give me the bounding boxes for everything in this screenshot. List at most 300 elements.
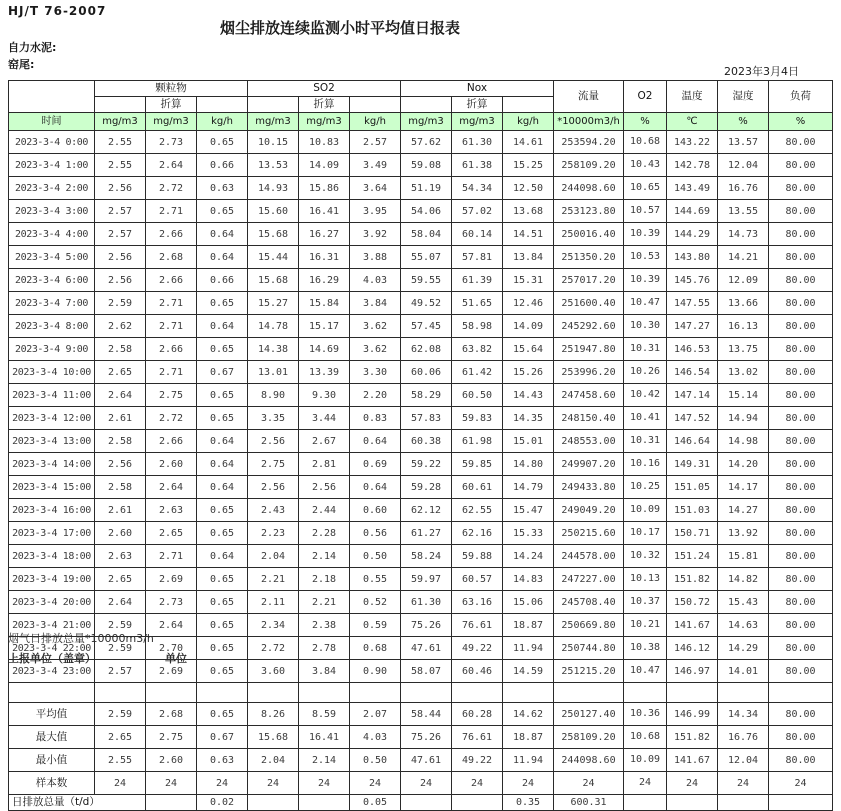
value-cell: 12.46 [503, 292, 554, 315]
summary-value-cell: 24 [248, 772, 299, 795]
value-cell: 59.28 [401, 476, 452, 499]
value-cell: 248553.00 [554, 430, 624, 453]
value-cell: 80.00 [769, 476, 833, 499]
value-cell: 2.75 [146, 384, 197, 407]
summary-value-cell: 58.44 [401, 703, 452, 726]
value-cell: 2.65 [95, 361, 146, 384]
summary-value-cell: 258109.20 [554, 726, 624, 749]
value-cell: 10.32 [624, 545, 667, 568]
value-cell: 2.63 [95, 545, 146, 568]
value-cell: 2.56 [95, 246, 146, 269]
summary-label-cell: 样本数 [9, 772, 95, 795]
unit-header-cell: mg/m3 [95, 113, 146, 131]
value-cell: 2.59 [95, 292, 146, 315]
value-cell: 60.38 [401, 430, 452, 453]
value-cell: 0.83 [350, 407, 401, 430]
summary-row [9, 726, 833, 749]
value-cell: 141.67 [667, 614, 718, 637]
value-cell: 253123.80 [554, 200, 624, 223]
group-header-row [9, 81, 833, 97]
daily-total-value-cell [299, 795, 350, 811]
unit-header-cell: *10000m3/h [554, 113, 624, 131]
value-cell: 10.47 [624, 292, 667, 315]
value-cell: 2.28 [299, 522, 350, 545]
value-cell: 13.75 [718, 338, 769, 361]
value-cell: 150.71 [667, 522, 718, 545]
value-cell: 142.78 [667, 154, 718, 177]
time-cell: 2023-3-4 22:00 [9, 637, 95, 660]
value-cell: 0.66 [197, 269, 248, 292]
value-cell: 16.41 [299, 200, 350, 223]
summary-value-cell: 24 [401, 772, 452, 795]
value-cell: 0.65 [197, 660, 248, 683]
empty-subheader [95, 97, 146, 113]
summary-value-cell: 4.03 [350, 726, 401, 749]
unit-label: 单位 [165, 652, 187, 665]
summary-value-cell: 14.62 [503, 703, 554, 726]
time-cell: 2023-3-4 13:00 [9, 430, 95, 453]
summary-value-cell: 24 [503, 772, 554, 795]
value-cell: 16.29 [299, 269, 350, 292]
value-cell: 3.44 [299, 407, 350, 430]
value-cell: 3.92 [350, 223, 401, 246]
value-cell: 75.26 [401, 614, 452, 637]
value-cell: 2.67 [299, 430, 350, 453]
value-cell: 15.14 [718, 384, 769, 407]
unit-header-cell: mg/m3 [299, 113, 350, 131]
value-cell: 2.71 [146, 315, 197, 338]
value-cell: 2.60 [95, 522, 146, 545]
value-cell: 2.71 [146, 361, 197, 384]
time-cell: 2023-3-4 15:00 [9, 476, 95, 499]
value-cell: 2.71 [146, 545, 197, 568]
value-cell: 2.14 [299, 545, 350, 568]
converted-label-nox: 折算 [452, 97, 503, 113]
value-cell: 10.26 [624, 361, 667, 384]
summary-value-cell: 2.60 [146, 749, 197, 772]
value-cell: 10.39 [624, 269, 667, 292]
time-header-spacer [9, 81, 95, 113]
daily-total-label-cell: 日排放总量（t/d） [9, 795, 146, 811]
value-cell: 2.55 [95, 131, 146, 154]
summary-value-cell: 75.26 [401, 726, 452, 749]
value-cell: 0.65 [197, 338, 248, 361]
summary-value-cell: 2.59 [95, 703, 146, 726]
value-cell: 13.02 [718, 361, 769, 384]
time-cell: 2023-3-4 6:00 [9, 269, 95, 292]
value-cell: 13.66 [718, 292, 769, 315]
summary-value-cell: 24 [197, 772, 248, 795]
value-cell: 2.60 [146, 453, 197, 476]
daily-total-value-cell [667, 795, 718, 811]
value-cell: 2.55 [95, 154, 146, 177]
value-cell: 80.00 [769, 430, 833, 453]
value-cell: 61.98 [452, 430, 503, 453]
value-cell: 15.27 [248, 292, 299, 315]
value-cell: 2.69 [146, 660, 197, 683]
value-cell: 14.09 [503, 315, 554, 338]
col-header-humidity: 湿度 [718, 81, 769, 113]
report-date: 2023年3月4日 [724, 65, 799, 78]
value-cell: 0.64 [197, 246, 248, 269]
value-cell: 62.16 [452, 522, 503, 545]
value-cell: 146.64 [667, 430, 718, 453]
value-cell: 249433.80 [554, 476, 624, 499]
value-cell: 250669.80 [554, 614, 624, 637]
summary-value-cell: 60.28 [452, 703, 503, 726]
value-cell: 14.35 [503, 407, 554, 430]
value-cell: 3.60 [248, 660, 299, 683]
value-cell: 63.82 [452, 338, 503, 361]
summary-value-cell: 80.00 [769, 749, 833, 772]
value-cell: 15.44 [248, 246, 299, 269]
value-cell: 4.03 [350, 269, 401, 292]
value-cell: 2.58 [95, 338, 146, 361]
value-cell: 15.84 [299, 292, 350, 315]
value-cell: 10.65 [624, 177, 667, 200]
spacer-row [9, 683, 833, 703]
units-header-row [9, 113, 833, 131]
summary-value-cell: 10.68 [624, 726, 667, 749]
value-cell: 151.03 [667, 499, 718, 522]
value-cell: 55.07 [401, 246, 452, 269]
value-cell: 245708.40 [554, 591, 624, 614]
value-cell: 250744.80 [554, 637, 624, 660]
group-header-so2: SO2 [248, 81, 401, 97]
value-cell: 2.73 [146, 131, 197, 154]
value-cell: 59.83 [452, 407, 503, 430]
value-cell: 15.68 [248, 269, 299, 292]
value-cell: 2.04 [248, 545, 299, 568]
empty-subheader [503, 97, 554, 113]
value-cell: 16.27 [299, 223, 350, 246]
value-cell: 60.57 [452, 568, 503, 591]
summary-value-cell: 18.87 [503, 726, 554, 749]
hourly-data-row [9, 568, 833, 591]
value-cell: 0.65 [197, 200, 248, 223]
value-cell: 146.53 [667, 338, 718, 361]
value-cell: 251947.80 [554, 338, 624, 361]
hourly-data-row [9, 223, 833, 246]
summary-value-cell: 2.04 [248, 749, 299, 772]
value-cell: 12.04 [718, 154, 769, 177]
summary-value-cell: 24 [718, 772, 769, 795]
flue-gas-total-note: 烟气日排放总量*10000m3/h [8, 632, 154, 645]
summary-value-cell: 47.61 [401, 749, 452, 772]
summary-value-cell: 244098.60 [554, 749, 624, 772]
value-cell: 14.38 [248, 338, 299, 361]
value-cell: 253996.20 [554, 361, 624, 384]
value-cell: 244578.00 [554, 545, 624, 568]
value-cell: 145.76 [667, 269, 718, 292]
summary-value-cell: 2.75 [146, 726, 197, 749]
value-cell: 80.00 [769, 545, 833, 568]
value-cell: 258109.20 [554, 154, 624, 177]
value-cell: 49.22 [452, 637, 503, 660]
value-cell: 58.98 [452, 315, 503, 338]
time-cell: 2023-3-4 12:00 [9, 407, 95, 430]
value-cell: 10.15 [248, 131, 299, 154]
value-cell: 11.94 [503, 637, 554, 660]
value-cell: 10.47 [624, 660, 667, 683]
value-cell: 14.24 [503, 545, 554, 568]
value-cell: 80.00 [769, 660, 833, 683]
spacer-cell [718, 683, 769, 703]
value-cell: 58.07 [401, 660, 452, 683]
time-cell: 2023-3-4 3:00 [9, 200, 95, 223]
value-cell: 80.00 [769, 292, 833, 315]
value-cell: 0.64 [197, 315, 248, 338]
summary-value-cell: 14.34 [718, 703, 769, 726]
value-cell: 59.85 [452, 453, 503, 476]
value-cell: 2.56 [299, 476, 350, 499]
value-cell: 14.01 [718, 660, 769, 683]
value-cell: 2.21 [248, 568, 299, 591]
value-cell: 80.00 [769, 154, 833, 177]
empty-subheader [401, 97, 452, 113]
unit-header-cell: % [769, 113, 833, 131]
value-cell: 59.97 [401, 568, 452, 591]
time-cell: 2023-3-4 19:00 [9, 568, 95, 591]
hourly-data-row [9, 522, 833, 545]
value-cell: 2.57 [95, 660, 146, 683]
value-cell: 61.42 [452, 361, 503, 384]
value-cell: 59.22 [401, 453, 452, 476]
company-label: 自力水泥: [8, 41, 57, 54]
value-cell: 251215.20 [554, 660, 624, 683]
value-cell: 0.55 [350, 568, 401, 591]
value-cell: 59.55 [401, 269, 452, 292]
unit-header-cell: mg/m3 [248, 113, 299, 131]
time-cell: 2023-3-4 23:00 [9, 660, 95, 683]
value-cell: 10.53 [624, 246, 667, 269]
value-cell: 15.86 [299, 177, 350, 200]
hourly-data-row [9, 476, 833, 499]
value-cell: 2.65 [95, 568, 146, 591]
value-cell: 149.31 [667, 453, 718, 476]
value-cell: 13.39 [299, 361, 350, 384]
report-unit-label: 上报单位（盖章） [8, 652, 96, 665]
time-header: 时间 [9, 113, 95, 131]
hourly-data-row [9, 269, 833, 292]
value-cell: 3.62 [350, 315, 401, 338]
summary-value-cell: 8.26 [248, 703, 299, 726]
col-header-flow: 流量 [554, 81, 624, 113]
daily-total-value-cell: 0.35 [503, 795, 554, 811]
value-cell: 80.00 [769, 499, 833, 522]
value-cell: 14.43 [503, 384, 554, 407]
value-cell: 61.27 [401, 522, 452, 545]
value-cell: 2.78 [299, 637, 350, 660]
hourly-data-row [9, 591, 833, 614]
value-cell: 0.69 [350, 453, 401, 476]
value-cell: 61.30 [452, 131, 503, 154]
value-cell: 80.00 [769, 131, 833, 154]
value-cell: 244098.60 [554, 177, 624, 200]
unit-header-cell: mg/m3 [401, 113, 452, 131]
value-cell: 2.38 [299, 614, 350, 637]
hourly-data-row [9, 315, 833, 338]
value-cell: 3.88 [350, 246, 401, 269]
value-cell: 14.69 [299, 338, 350, 361]
value-cell: 15.25 [503, 154, 554, 177]
value-cell: 15.68 [248, 223, 299, 246]
hourly-data-row [9, 246, 833, 269]
time-cell: 2023-3-4 20:00 [9, 591, 95, 614]
value-cell: 14.98 [718, 430, 769, 453]
value-cell: 58.29 [401, 384, 452, 407]
value-cell: 59.08 [401, 154, 452, 177]
value-cell: 0.65 [197, 292, 248, 315]
value-cell: 3.49 [350, 154, 401, 177]
value-cell: 151.05 [667, 476, 718, 499]
value-cell: 80.00 [769, 568, 833, 591]
summary-value-cell: 24 [299, 772, 350, 795]
value-cell: 2.56 [95, 269, 146, 292]
value-cell: 0.60 [350, 499, 401, 522]
value-cell: 0.56 [350, 522, 401, 545]
value-cell: 2.71 [146, 292, 197, 315]
group-header-pm: 颗粒物 [95, 81, 248, 97]
value-cell: 13.68 [503, 200, 554, 223]
value-cell: 2.61 [95, 499, 146, 522]
col-header-o2: O2 [624, 81, 667, 113]
value-cell: 2.56 [95, 177, 146, 200]
value-cell: 0.66 [197, 154, 248, 177]
value-cell: 2.66 [146, 338, 197, 361]
standard-code: HJ/T 76-2007 [8, 4, 107, 18]
value-cell: 0.64 [197, 453, 248, 476]
daily-total-value-cell: 0.02 [197, 795, 248, 811]
empty-subheader [350, 97, 401, 113]
value-cell: 2.66 [146, 223, 197, 246]
value-cell: 2.44 [299, 499, 350, 522]
daily-total-value-cell [718, 795, 769, 811]
value-cell: 80.00 [769, 522, 833, 545]
value-cell: 14.83 [503, 568, 554, 591]
value-cell: 57.45 [401, 315, 452, 338]
daily-total-row [9, 795, 833, 811]
value-cell: 80.00 [769, 223, 833, 246]
hourly-data-row [9, 499, 833, 522]
value-cell: 2.70 [146, 637, 197, 660]
empty-subheader [248, 97, 299, 113]
value-cell: 62.55 [452, 499, 503, 522]
value-cell: 80.00 [769, 637, 833, 660]
value-cell: 57.02 [452, 200, 503, 223]
summary-row [9, 772, 833, 795]
hourly-data-row [9, 200, 833, 223]
value-cell: 13.53 [248, 154, 299, 177]
spacer-cell [350, 683, 401, 703]
value-cell: 146.54 [667, 361, 718, 384]
value-cell: 14.79 [503, 476, 554, 499]
value-cell: 61.39 [452, 269, 503, 292]
time-cell: 2023-3-4 14:00 [9, 453, 95, 476]
value-cell: 2.56 [248, 476, 299, 499]
value-cell: 2.68 [146, 246, 197, 269]
value-cell: 2.69 [146, 568, 197, 591]
value-cell: 80.00 [769, 384, 833, 407]
spacer-cell [667, 683, 718, 703]
value-cell: 249049.20 [554, 499, 624, 522]
value-cell: 15.01 [503, 430, 554, 453]
daily-total-value-cell [452, 795, 503, 811]
value-cell: 0.65 [197, 614, 248, 637]
summary-row [9, 703, 833, 726]
converted-label-so2: 折算 [299, 97, 350, 113]
unit-header-cell: % [624, 113, 667, 131]
spacer-cell [624, 683, 667, 703]
summary-value-cell: 24 [667, 772, 718, 795]
summary-value-cell: 8.59 [299, 703, 350, 726]
hourly-data-row [9, 292, 833, 315]
unit-header-cell: mg/m3 [146, 113, 197, 131]
summary-value-cell: 24 [146, 772, 197, 795]
page-title: 烟尘排放连续监测小时平均值日报表 [219, 19, 460, 37]
value-cell: 0.90 [350, 660, 401, 683]
value-cell: 14.09 [299, 154, 350, 177]
value-cell: 14.73 [718, 223, 769, 246]
time-cell: 2023-3-4 0:00 [9, 131, 95, 154]
value-cell: 62.08 [401, 338, 452, 361]
value-cell: 3.62 [350, 338, 401, 361]
value-cell: 14.94 [718, 407, 769, 430]
value-cell: 2.59 [95, 637, 146, 660]
spacer-cell [452, 683, 503, 703]
spacer-cell [554, 683, 624, 703]
value-cell: 0.68 [350, 637, 401, 660]
value-cell: 143.49 [667, 177, 718, 200]
value-cell: 80.00 [769, 200, 833, 223]
value-cell: 0.65 [197, 499, 248, 522]
value-cell: 3.84 [299, 660, 350, 683]
value-cell: 0.64 [350, 430, 401, 453]
value-cell: 0.67 [197, 361, 248, 384]
summary-value-cell: 0.63 [197, 749, 248, 772]
value-cell: 14.61 [503, 131, 554, 154]
value-cell: 2.63 [146, 499, 197, 522]
hourly-data-row [9, 430, 833, 453]
hourly-data-row [9, 361, 833, 384]
unit-header-cell: kg/h [350, 113, 401, 131]
summary-value-cell: 250127.40 [554, 703, 624, 726]
converted-label-pm: 折算 [146, 97, 197, 113]
time-cell: 2023-3-4 2:00 [9, 177, 95, 200]
value-cell: 2.34 [248, 614, 299, 637]
time-cell: 2023-3-4 8:00 [9, 315, 95, 338]
value-cell: 2.64 [95, 384, 146, 407]
summary-value-cell: 24 [452, 772, 503, 795]
value-cell: 2.56 [95, 453, 146, 476]
summary-value-cell: 24 [554, 772, 624, 795]
value-cell: 14.29 [718, 637, 769, 660]
value-cell: 151.24 [667, 545, 718, 568]
daily-total-value-cell [624, 795, 667, 811]
value-cell: 2.72 [146, 407, 197, 430]
value-cell: 2.59 [95, 614, 146, 637]
value-cell: 12.50 [503, 177, 554, 200]
daily-total-value-cell: 0.05 [350, 795, 401, 811]
value-cell: 2.20 [350, 384, 401, 407]
summary-label-cell: 最小值 [9, 749, 95, 772]
time-cell: 2023-3-4 11:00 [9, 384, 95, 407]
value-cell: 0.65 [197, 568, 248, 591]
value-cell: 251350.20 [554, 246, 624, 269]
value-cell: 245292.60 [554, 315, 624, 338]
value-cell: 2.62 [95, 315, 146, 338]
hourly-data-row [9, 177, 833, 200]
